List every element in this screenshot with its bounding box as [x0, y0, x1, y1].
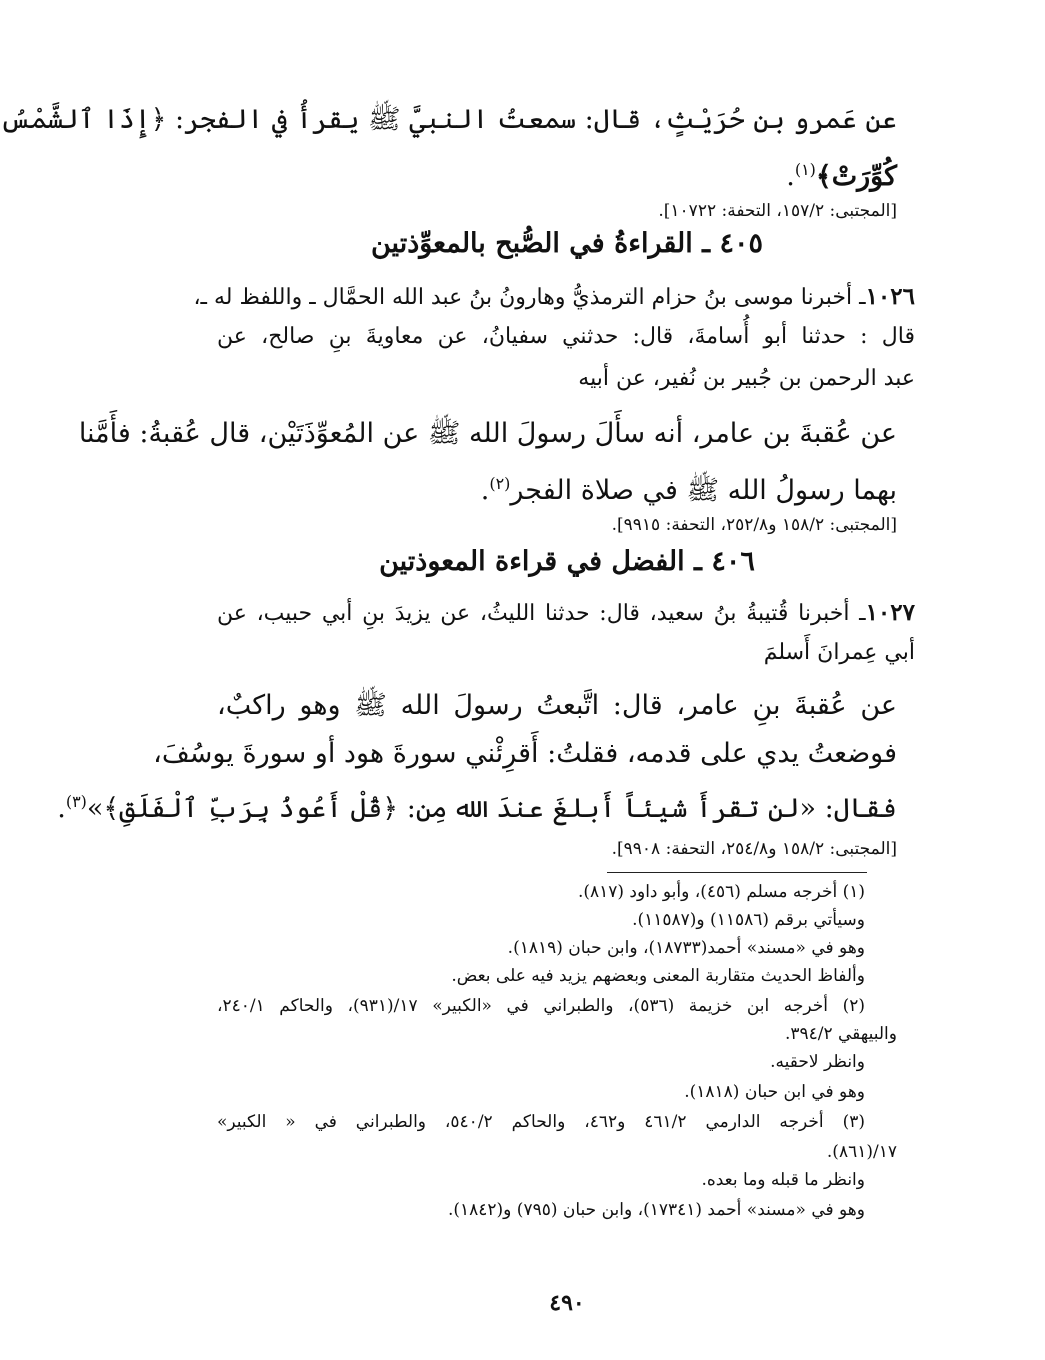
isnad-line: أبي عِمرانَ أَسلمَ: [763, 640, 915, 665]
isnad-line: عبد الرحمن بن جُبير بن نُفير، عن أبيه: [578, 366, 915, 391]
footnote-line: وسيأتي برقم (١١٥٨٦) و(١١٥٨٧).: [632, 910, 865, 930]
reference: [المجتبى: ١٥٧/٢، التحفة: ١٠٧٢٢].: [658, 201, 897, 221]
footnote-line: وهو في «مسند» أحمد (١٧٣٤١)، وابن حبان (٧٩٥) و(١٨٤٢).: [447, 1200, 865, 1220]
isnad-text: ـ أخبرنا قُتيبةُ بنُ سعيد، قال: حدثنا الليثُ، عن يزيدَ بنِ أبي حبيب، عن: [217, 601, 866, 626]
footnote-line: وانظر ما قبله وما بعده.: [701, 1170, 865, 1190]
reference: [المجتبى: ١٥٨/٢ و٢٥٢/٨، التحفة: ٩٩١٥].: [611, 515, 897, 535]
footnote-separator: [607, 872, 867, 873]
quran-verse: كُوِّرَتْ﴾: [815, 161, 897, 192]
hadith-number: ١٠٢٦: [865, 283, 915, 310]
footnote-line: وألفاظ الحديث متقاربة المعنى وبعضهم يزيد فيه على بعض.: [451, 966, 865, 986]
page-number: ٤٩٠: [549, 1290, 585, 1316]
isnad-line: [217, 596, 915, 631]
footnote-line: (١) أخرجه مسلم (٤٥٦)، وأبو داود (٨١٧).: [577, 882, 865, 902]
footnote-line: (٣) أخرجه الدارمي ٤٦١/٢ و٤٦٢، والحاكم ٥٤٠/٢، والطبراني في « الكبير»: [217, 1112, 865, 1132]
period: .: [57, 793, 66, 824]
hadith-text-line: [57, 782, 897, 829]
hadith-text-line: عن عُقبةَ بنِ عامر، قال: اتَّبعتُ رسولَ الله ﷺ وهو راكبٌ،: [217, 690, 897, 721]
footnote-line: وهو في «مسند» أحمد(١٨٧٣٣)، وابن حبان (١٨١٩).: [507, 938, 865, 958]
chapter-heading: ٤٠٥ ـ القراءةُ في الصُّبح بالمعوِّذتين: [371, 228, 763, 259]
isnad-line: قال : حدثنا أبو أُسامةَ، قال: حدثني سفيانُ، عن معاويةَ بنِ صالح، عن: [217, 324, 915, 349]
footnote-marker: (٣): [65, 792, 87, 811]
hadith-text-line: عن عَمرو بن حُرَيْثٍ، قال: سمعتُ النبيَّ ﷺ يقرأُ في الفجر: ﴿إِذَا ٱلشَّمْسُ: [0, 104, 897, 135]
hadith-number: ١٠٢٧: [865, 599, 915, 626]
hadith-text-line: فوضعتُ يدي على قدمه، فقلتُ: أَقرِئْني سورةَ هود أو سورةَ يوسُفَ،: [153, 738, 897, 769]
footnote-line: (٢) أخرجه ابن خزيمة (٥٣٦)، والطبراني في «الكبير» ١٧/(٩٣١)، والحاكم ٢٤٠/١،: [217, 996, 865, 1016]
hadith-text-line: [217, 150, 897, 197]
isnad-text: ـ أخبرنا موسى بنُ حزام الترمذيُّ وهارونُ بنُ عبد الله الحمَّال ـ واللفظ له ـ،: [193, 285, 866, 310]
hadith-text: فقال: «لن تقرأَ شيئاً أَبلغَ عندَ الله مِن: ﴿قُلْ أَعُوذُ بِرَبِّ ٱلْفَلَقِ﴾»: [86, 793, 897, 824]
footnote-line: وهو في ابن حبان (١٨١٨).: [684, 1082, 865, 1102]
isnad-line: [193, 280, 915, 315]
hadith-text-line: [217, 464, 897, 511]
footnote-line: والبيهقي ٣٩٤/٢.: [784, 1024, 897, 1044]
period: .: [786, 161, 795, 192]
footnote-line: وانظر لاحقيه.: [770, 1052, 865, 1072]
chapter-heading: ٤٠٦ ـ الفضل في قراءة المعوذتين: [379, 546, 755, 577]
hadith-text-line: عن عُقبةَ بن عامر، أنه سأَلَ رسولَ الله ﷺ عن المُعوِّذَتَيْن، قال عُقبةُ: فأَمَّنا: [78, 418, 897, 449]
hadith-text: بهما رسولُ الله ﷺ في صلاة الفجر: [510, 475, 897, 506]
reference: [المجتبى: ١٥٨/٢ و٢٥٤/٨، التحفة: ٩٩٠٨].: [611, 839, 897, 859]
footnote-marker: (٢): [489, 474, 511, 493]
period: .: [480, 475, 490, 506]
footnote-line: ١٧/(٨٦١).: [826, 1142, 897, 1162]
footnote-marker: (١): [794, 160, 816, 179]
